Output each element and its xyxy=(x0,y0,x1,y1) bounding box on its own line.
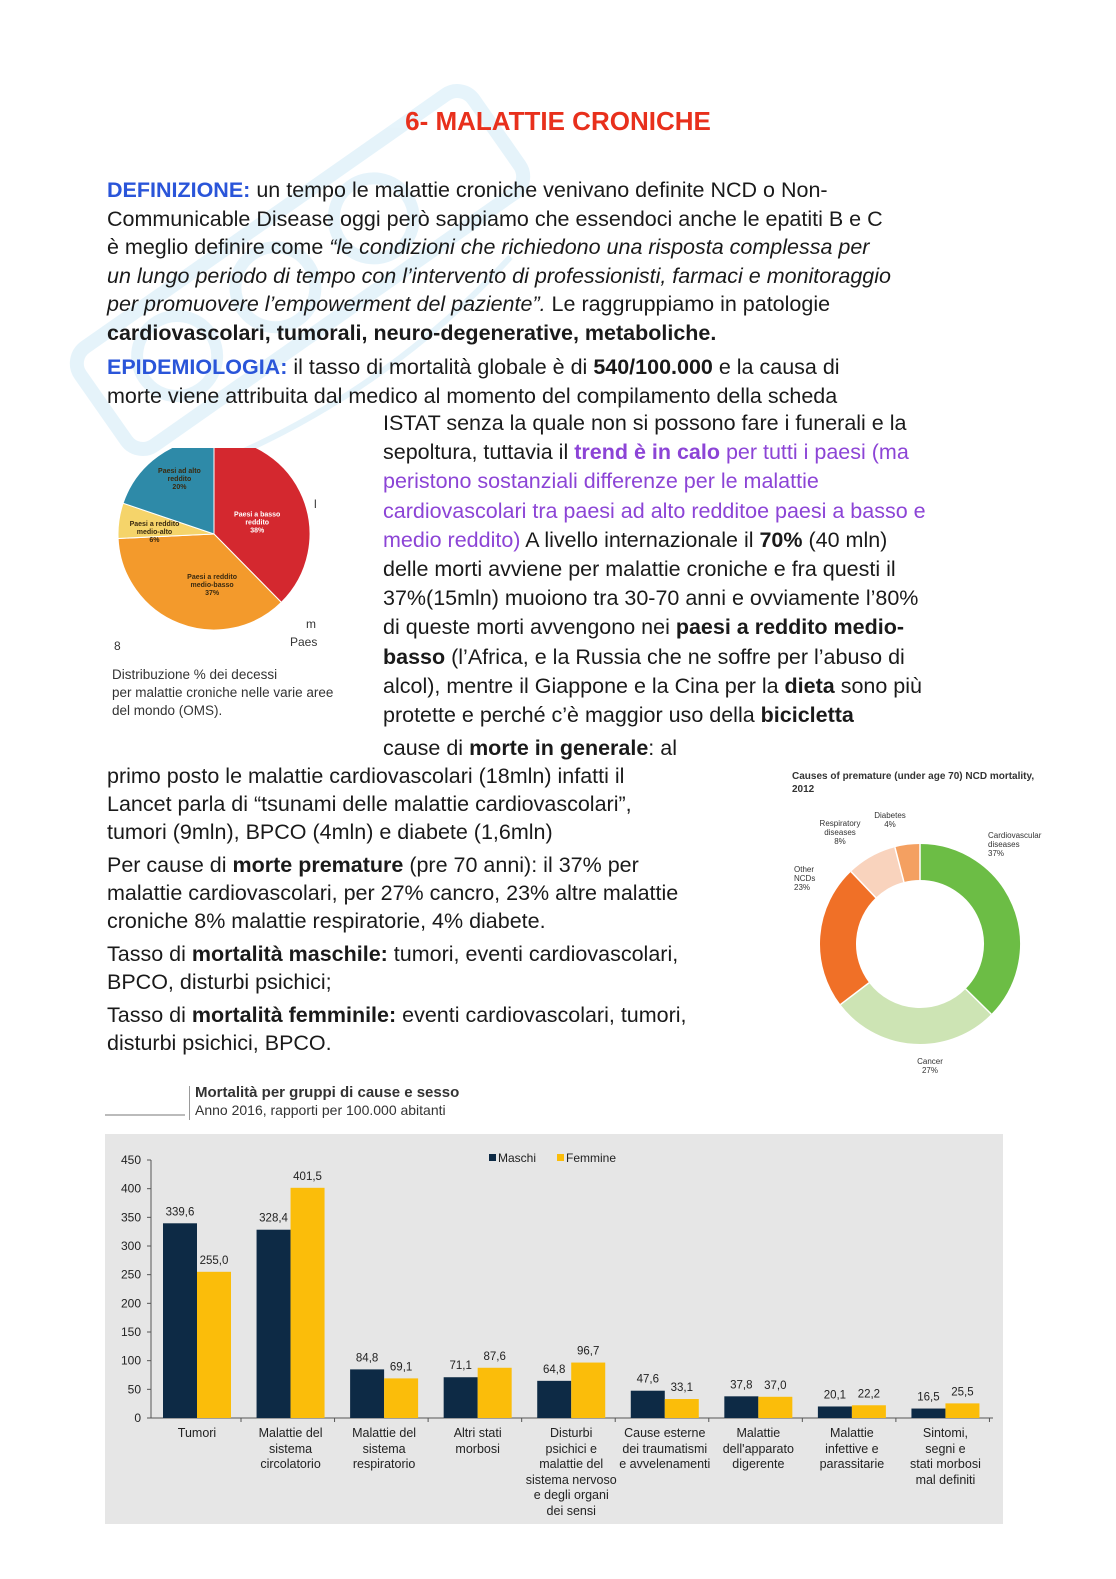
bar-maschi-malattie-del-sistema-circolatorio xyxy=(257,1230,291,1418)
header-rule xyxy=(105,1114,185,1116)
premature-ncd-donut-chart xyxy=(790,764,1060,1084)
donut-label-cancer: Cancer 27% xyxy=(917,1057,943,1075)
female-bold: mortalità femminile: xyxy=(191,1003,397,1027)
epi-trend: trend è in calo xyxy=(574,440,720,465)
epidemiology-paragraph-right xyxy=(383,409,1023,730)
x-tick-label-sintomi-segni-e-stati-morbosi-mal-definiti: Sintomi, segni e stati morbosi mal definiti xyxy=(910,1426,981,1487)
data-label-femmine-altri-stati-morbosi: 87,6 xyxy=(483,1350,506,1363)
donut-label-diabetes: Diabetes 4% xyxy=(874,811,906,829)
pie-caption xyxy=(112,666,368,720)
x-tick-label-cause-esterne-dei-traumatismi-e-avvelenamenti: Cause esterne dei traumatismi e avvelenamenti xyxy=(619,1426,711,1471)
data-label-maschi-altri-stati-morbosi: 71,1 xyxy=(449,1360,472,1373)
epi-dieta: dieta xyxy=(784,673,835,698)
epi-text-10: A livello internazionale il xyxy=(520,527,760,552)
pie-side-8: 8 xyxy=(114,639,121,653)
definition-line-2: Communicable Disease oggi però sappiamo che essendoci anche le epatiti B e C xyxy=(107,206,883,231)
epi-text-2: e la causa di xyxy=(712,355,840,379)
data-label-femmine-disturbi-psichici-e-malattie-del-sistema-nervoso-e-degli-organi-dei-sensi: 96,7 xyxy=(577,1345,600,1358)
bar-chart-subtitle: Anno 2016, rapporti per 100.000 abitanti xyxy=(195,1102,446,1118)
bar-maschi-altri-stati-morbosi xyxy=(444,1377,478,1418)
pie-caption-line-2: per malattie croniche nelle varie aree xyxy=(112,685,334,700)
definition-quote-1: “le condizioni che richiedono una risposta complessa per xyxy=(329,235,870,259)
definition-quote-3: per promuovere l’empowerment del paziente”. xyxy=(107,292,546,316)
y-tick-label: 50 xyxy=(127,1382,141,1397)
male-line-2: BPCO, disturbi psichici; xyxy=(107,970,332,994)
general-causes-paragraph xyxy=(107,734,787,846)
y-tick-label: 450 xyxy=(120,1153,141,1167)
donut-label-other-ncds: Other NCDs 23% xyxy=(794,865,816,892)
epi-text-6: per tutti i paesi (ma xyxy=(719,440,909,465)
male-paragraph xyxy=(107,940,787,996)
pie-caption-line-3: del mondo (OMS). xyxy=(112,703,223,718)
data-label-maschi-cause-esterne-dei-traumatismi-e-avvelenamenti: 47,6 xyxy=(636,1373,659,1386)
epi-text-3: morte viene attribuita dal medico al momento del compilamento della scheda xyxy=(107,383,838,408)
x-tick-label-malattie-del-sistema-circolatorio: Malattie del sistema circolatorio xyxy=(258,1426,323,1471)
bar-femmine-altri-stati-morbosi xyxy=(478,1368,512,1418)
epi-text-7: peristono sostanziali differenze per le malattie xyxy=(383,469,819,494)
pie-label-paesi-a-reddito-medio-basso: Paesi a reddito medio-basso 37% xyxy=(187,573,237,597)
bar-maschi-tumori xyxy=(163,1223,197,1418)
pie-side-m: m xyxy=(306,617,316,631)
premature-paragraph xyxy=(107,851,787,935)
data-label-maschi-malattie-dell-apparato-digerente: 37,8 xyxy=(730,1379,753,1392)
pre-line-3: croniche 8% malattie respiratorie, 4% diabete. xyxy=(107,909,546,933)
donut-segment-cancer xyxy=(855,994,979,1026)
bar-maschi-malattie-infettive-e-parassitarie xyxy=(818,1406,852,1418)
pie-side-bar: l xyxy=(314,497,317,511)
epidemiology-paragraph-top xyxy=(107,353,1017,410)
pie-caption-line-1: Distribuzione % dei decessi xyxy=(112,667,278,682)
epi-bici: bicicletta xyxy=(760,703,854,728)
gen-bold: morte in generale xyxy=(469,736,649,760)
y-tick-label: 0 xyxy=(134,1411,141,1425)
legend-label-maschi: Maschi xyxy=(498,1151,537,1165)
female-text-2: eventi cardiovascolari, tumori, xyxy=(396,1003,687,1027)
epi-text-16: alcol), mentre il Giappone e la Cina per la xyxy=(383,673,785,698)
donut-segment-cardiovascular-diseases xyxy=(920,862,1002,1002)
gen-line-4: tumori (9mln), BPCO (4mln) e diabete (1,6mln) xyxy=(107,820,553,844)
y-tick-label: 250 xyxy=(120,1267,141,1282)
epi-text-12: delle morti avviene per malattie croniche e fra questi il xyxy=(383,557,896,582)
data-label-femmine-malattie-dell-apparato-digerente: 37,0 xyxy=(764,1379,787,1392)
x-tick-label-malattie-infettive-e-parassitarie: Malattie infettive e parassitarie xyxy=(819,1426,885,1471)
pie-label-paesi-ad-alto-reddito: Paesi ad alto reddito 20% xyxy=(158,468,201,492)
definition-line-1: un tempo le malattie croniche venivano definite NCD o Non- xyxy=(256,178,828,202)
definition-line-3: è meglio definire come xyxy=(107,235,330,259)
gen-text-2: : al xyxy=(648,736,677,760)
x-tick-label-disturbi-psichici-e-malattie-del-sistema-nervoso-e-degli-organi-dei-sensi: Disturbi psichici e malattie del sistema nervoso e degli organi dei sensi xyxy=(525,1426,617,1518)
donut-segment-respiratory-diseases xyxy=(863,865,899,885)
data-label-maschi-tumori: 339,6 xyxy=(165,1206,195,1219)
male-text-1: Tasso di xyxy=(107,942,192,966)
pre-text-2: (pre 70 anni): il 37% per xyxy=(403,853,639,877)
data-label-maschi-malattie-del-sistema-respiratorio: 84,8 xyxy=(355,1352,379,1365)
income-pie-chart xyxy=(112,448,368,660)
epi-text-4: ISTAT senza la quale non si possono fare i funerali e la xyxy=(383,411,907,435)
y-tick-label: 350 xyxy=(120,1210,141,1225)
legend-swatch-femmine xyxy=(557,1154,564,1161)
epi-income-2: basso xyxy=(383,644,446,669)
definition-line-6: Le raggruppiamo in patologie xyxy=(545,292,831,316)
data-label-maschi-disturbi-psichici-e-malattie-del-sistema-nervoso-e-degli-organi-dei-sensi: 64,8 xyxy=(543,1363,566,1376)
x-tick-label-malattie-dell-apparato-digerente: Malattie dell'apparato digerente xyxy=(722,1426,794,1471)
gen-text-1: cause di xyxy=(383,736,470,760)
female-paragraph xyxy=(107,1001,787,1057)
bar-femmine-cause-esterne-dei-traumatismi-e-avvelenamenti xyxy=(665,1399,699,1418)
gen-line-3: Lancet parla di “tsunami delle malattie cardiovascolari”, xyxy=(107,792,632,816)
epi-text-18: protette e perché c’è maggior uso della xyxy=(383,703,761,728)
x-tick-label-tumori: Tumori xyxy=(177,1426,217,1440)
epi-text-14: di queste morti avvengono nei xyxy=(383,615,676,640)
pie-label-paesi-a-reddito-medio-alto: Paesi a reddito medio-alto 6% xyxy=(129,521,180,544)
x-tick-label-malattie-del-sistema-respiratorio: Malattie del sistema respiratorio xyxy=(352,1426,417,1471)
y-tick-label: 150 xyxy=(120,1325,141,1339)
donut-segment-other-ncds xyxy=(838,885,863,994)
bar-femmine-malattie-del-sistema-respiratorio xyxy=(384,1378,418,1418)
mortality-bar-chart-panel xyxy=(105,1134,1003,1524)
header-divider xyxy=(189,1086,190,1120)
data-label-femmine-cause-esterne-dei-traumatismi-e-avvelenamenti: 33,1 xyxy=(670,1382,693,1395)
definition-quote-2: un lungo periodo di tempo con l’intervento di professionisti, farmaci e monitoraggio xyxy=(107,263,891,288)
epi-text-11: (40 mln) xyxy=(802,527,888,552)
definition-label: DEFINIZIONE: xyxy=(107,178,251,202)
epidemiology-label: EPIDEMIOLOGIA: xyxy=(107,355,288,379)
bar-maschi-malattie-del-sistema-respiratorio xyxy=(350,1369,384,1418)
data-label-femmine-malattie-del-sistema-respiratorio: 69,1 xyxy=(389,1361,413,1374)
bar-femmine-malattie-del-sistema-circolatorio xyxy=(291,1188,325,1418)
pre-text-1: Per cause di xyxy=(107,853,233,877)
page-title: 6- MALATTIE CRONICHE xyxy=(405,106,711,136)
pie-label-paesi-a-basso-reddito: Paesi a basso reddito 38% xyxy=(234,511,281,535)
data-label-femmine-tumori: 255,0 xyxy=(199,1254,229,1267)
male-text-2: tumori, eventi cardiovascolari, xyxy=(387,942,679,966)
epi-text-13: 37%(15mln) muoiono tra 30-70 anni e ovviamente l’80% xyxy=(383,586,919,611)
definition-line-7: cardiovascolari, tumorali, neuro-degenerative, metaboliche. xyxy=(107,320,717,345)
epi-text-9: medio reddito) xyxy=(383,527,521,552)
epi-text-15: (l’Africa, e la Russia che ne soffre per l’abuso di xyxy=(445,644,905,669)
pre-bold: morte premature xyxy=(232,853,404,877)
premature-ncd-donut-figure xyxy=(790,764,1060,1084)
male-bold: mortalità maschile: xyxy=(191,942,388,966)
bar-femmine-sintomi-segni-e-stati-morbosi-mal-definiti xyxy=(945,1403,979,1418)
legend-label-femmine: Femmine xyxy=(566,1151,617,1165)
data-label-femmine-malattie-del-sistema-circolatorio: 401,5 xyxy=(293,1170,322,1183)
female-line-2: disturbi psichici, BPCO. xyxy=(107,1031,332,1055)
donut-label-cardiovascular-diseases: Cardiovascular diseases 37% xyxy=(988,831,1042,858)
data-label-maschi-malattie-infettive-e-parassitarie: 20,1 xyxy=(823,1389,847,1402)
y-tick-label: 200 xyxy=(120,1296,141,1311)
bar-femmine-disturbi-psichici-e-malattie-del-sistema-nervoso-e-degli-organi-dei-sensi xyxy=(571,1363,605,1418)
bar-femmine-tumori xyxy=(197,1272,231,1418)
epi-70: 70% xyxy=(759,527,803,552)
pre-line-2: malattie cardiovascolari, per 27% cancro, 23% altre malattie xyxy=(107,881,679,905)
donut-segment-diabetes xyxy=(899,862,920,865)
bar-chart-title: Mortalità per gruppi di cause e sesso xyxy=(195,1084,460,1101)
definition-paragraph xyxy=(107,176,1017,347)
epi-income-1: paesi a reddito medio- xyxy=(675,615,905,640)
x-tick-label-altri-stati-morbosi: Altri stati morbosi xyxy=(453,1426,502,1456)
epi-rate: 540/100.000 xyxy=(593,355,713,379)
data-label-femmine-sintomi-segni-e-stati-morbosi-mal-definiti: 25,5 xyxy=(951,1386,974,1399)
data-label-maschi-sintomi-segni-e-stati-morbosi-mal-definiti: 16,5 xyxy=(917,1391,940,1404)
bar-chart-header xyxy=(105,1084,1005,1124)
gen-line-2: primo posto le malattie cardiovascolari (18mln) infatti il xyxy=(107,764,625,788)
y-tick-label: 100 xyxy=(120,1353,141,1368)
legend-swatch-maschi xyxy=(489,1154,496,1161)
y-tick-label: 300 xyxy=(120,1239,141,1253)
y-tick-label: 400 xyxy=(120,1181,141,1196)
bar-maschi-disturbi-psichici-e-malattie-del-sistema-nervoso-e-degli-organi-dei-sensi xyxy=(537,1381,571,1418)
donut-label-respiratory-diseases: Respiratory diseases 8% xyxy=(819,819,861,846)
data-label-maschi-malattie-del-sistema-circolatorio: 328,4 xyxy=(259,1212,288,1225)
bar-maschi-sintomi-segni-e-stati-morbosi-mal-definiti xyxy=(911,1409,945,1418)
donut-title: Causes of premature (under age 70) NCD mortality, 2012 xyxy=(792,771,1035,795)
epi-text-17: sono più xyxy=(834,673,922,698)
bar-femmine-malattie-dell-apparato-digerente xyxy=(758,1397,792,1418)
epi-text-5: sepoltura, tuttavia il xyxy=(383,440,575,465)
epi-text-1: il tasso di mortalità globale è di xyxy=(287,355,594,379)
income-pie-figure xyxy=(112,448,368,724)
female-text-1: Tasso di xyxy=(107,1003,192,1027)
pie-side-paes: Paes xyxy=(290,635,318,649)
bar-femmine-malattie-infettive-e-parassitarie xyxy=(852,1405,886,1418)
epi-text-8: cardiovascolari tra paesi ad alto redditoe paesi a basso e xyxy=(383,498,926,523)
bar-maschi-malattie-dell-apparato-digerente xyxy=(724,1396,758,1418)
bar-maschi-cause-esterne-dei-traumatismi-e-avvelenamenti xyxy=(631,1391,665,1418)
data-label-femmine-malattie-infettive-e-parassitarie: 22,2 xyxy=(857,1388,881,1401)
